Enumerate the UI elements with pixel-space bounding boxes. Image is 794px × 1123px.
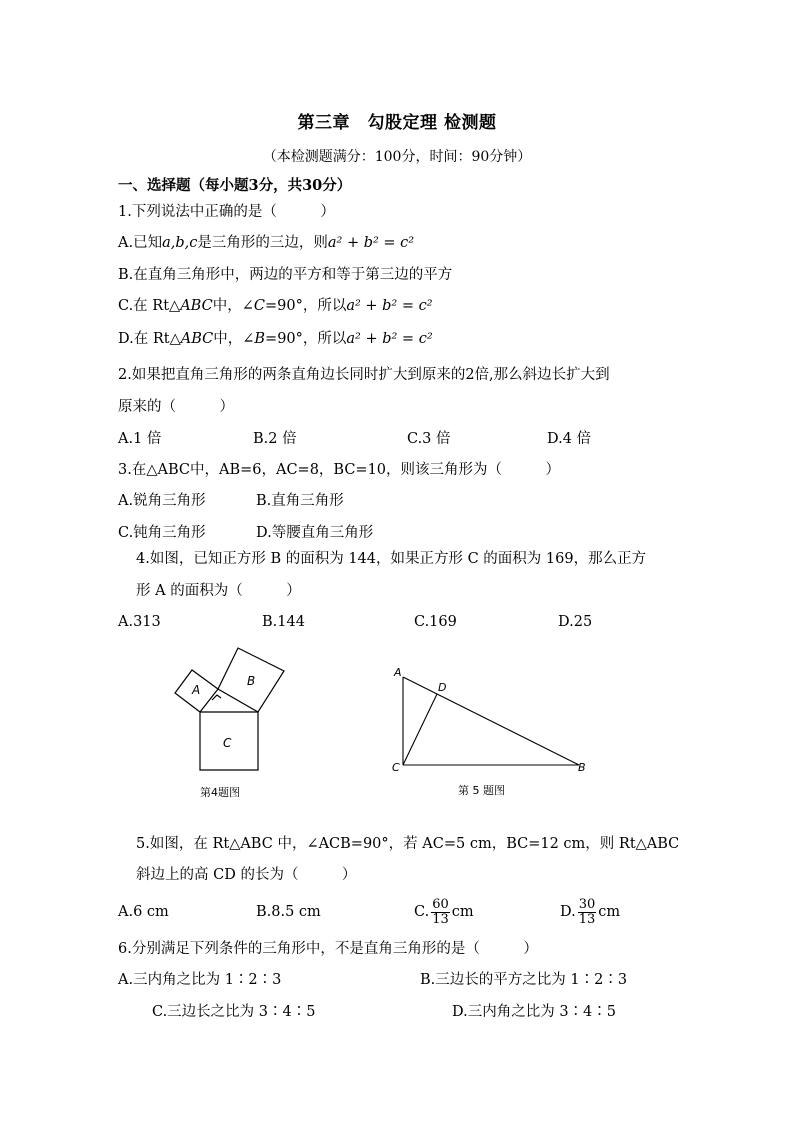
q6-option-b: B.三边长的平方之比为 1∶2∶3 <box>420 972 628 988</box>
q1-option-c <box>118 297 433 315</box>
q5-c-unit: cm <box>451 904 474 920</box>
q2-option-a: A.1 倍 <box>118 431 162 447</box>
q5-d-unit: cm <box>598 904 621 920</box>
q1-c-equation: a² + b² = c² <box>346 298 433 314</box>
q1-d-triangle: ABC <box>180 331 214 347</box>
q6-option-d: D.三内角之比为 3∶4∶5 <box>452 1004 617 1020</box>
q5-option-b: B.8.5 cm <box>256 904 321 920</box>
label-d: D <box>438 681 447 694</box>
q6-stem: 6.分别满足下列条件的三角形中，不是直角三角形的是（ ） <box>118 941 538 957</box>
q2-line1: 2.如果把直角三角形的两条直角边长同时扩大到原来的2倍,那么斜边长扩大到 <box>118 367 610 383</box>
q5-c-numerator: 60 <box>432 896 449 912</box>
q4-option-c: C.169 <box>414 614 457 630</box>
page-title: 第三章 勾股定理 检测题 <box>297 113 497 133</box>
q2-option-d: D.4 倍 <box>547 431 592 447</box>
q1-c-post: =90°，所以 <box>264 298 347 314</box>
q5-line2: 斜边上的高 CD 的长为（ ） <box>136 867 357 883</box>
q5-d-numerator: 30 <box>578 896 596 912</box>
q6-option-c: C.三边长之比为 3∶4∶5 <box>152 1004 316 1020</box>
q1-a-equation: a² + b² = c² <box>327 235 415 251</box>
q5-d-denominator: 13 <box>578 911 596 927</box>
q5-c-prefix: C. <box>414 904 430 920</box>
q1-c-mid: 中，∠ <box>212 298 254 314</box>
q1-c-prefix: C.在 Rt△ <box>118 298 181 314</box>
q1-option-d <box>118 330 433 348</box>
q1-option-b: B.在直角三角形中，两边的平方和等于第三边的平方 <box>118 267 453 283</box>
q3-option-d: D.等腰直角三角形 <box>256 525 374 541</box>
q1-c-triangle: ABC <box>180 298 213 314</box>
q5-option-a: A.6 cm <box>118 904 169 920</box>
q3-option-a: A.锐角三角形 <box>118 493 206 509</box>
q2-line2: 原来的（ ） <box>118 399 234 415</box>
page-subtitle: （本检测题满分：100分，时间：90分钟） <box>262 149 532 165</box>
q3-option-b: B.直角三角形 <box>256 493 344 509</box>
figure-5-caption: 第 5 题图 <box>458 784 505 797</box>
q2-option-b: B.2 倍 <box>253 431 297 447</box>
q1-d-equation: a² + b² = c² <box>346 331 433 347</box>
q4-line1: 4.如图，已知正方形 B 的面积为 144，如果正方形 C 的面积为 169，那么正方 <box>136 551 647 567</box>
q2-option-c: C.3 倍 <box>407 431 451 447</box>
q5-c-denominator: 13 <box>432 911 449 927</box>
q4-option-d: D.25 <box>558 614 593 630</box>
q5-d-fraction <box>578 898 597 927</box>
q5-c-fraction <box>431 898 450 927</box>
label-c: C <box>392 761 400 774</box>
label-b: B <box>247 674 256 688</box>
q1-option-a <box>118 234 414 252</box>
q1-a-mid: 是三角形的三边，则 <box>197 235 328 251</box>
q6-option-a: A.三内角之比为 1∶2∶3 <box>118 972 282 988</box>
label-b: B <box>578 761 586 774</box>
q4-option-b: B.144 <box>262 614 305 630</box>
label-a: A <box>192 683 201 697</box>
q1-a-prefix: A.已知 <box>118 235 163 251</box>
altitude-cd <box>403 694 437 765</box>
side-ab <box>403 677 579 765</box>
q5-d-prefix: D. <box>560 904 576 920</box>
q4-option-a: A.313 <box>118 614 161 630</box>
figure-4-squares <box>160 640 300 780</box>
q3-stem: 3.在△ABC中，AB=6，AC=8，BC=10，则该三角形为（ ） <box>118 462 561 478</box>
q1-d-post: =90°，所以 <box>265 331 347 347</box>
label-a: A <box>394 666 402 679</box>
q1-stem: 1.下列说法中正确的是（ ） <box>118 204 335 220</box>
q1-d-angle: B <box>254 331 266 347</box>
label-c: C <box>223 736 232 750</box>
q1-a-vars: a,b,c <box>162 235 198 251</box>
q3-option-c: C.钝角三角形 <box>118 525 206 541</box>
figure-5-triangle <box>390 664 590 774</box>
figure-4-caption: 第4题图 <box>200 786 240 799</box>
q5-line1: 5.如图，在 Rt△ABC 中，∠ACB=90°，若 AC=5 cm，BC=12 cm，则 Rt△ABC <box>136 836 680 852</box>
q4-line2: 形 A 的面积为（ ） <box>136 583 301 599</box>
q1-c-angle: C <box>253 298 265 314</box>
q5-option-c <box>414 894 474 930</box>
q5-option-d <box>560 894 620 930</box>
section-heading: 一、选择题（每小题3分，共30分） <box>118 177 352 194</box>
q1-d-mid: 中，∠ <box>213 331 255 347</box>
q1-d-prefix: D.在 Rt△ <box>118 331 181 347</box>
